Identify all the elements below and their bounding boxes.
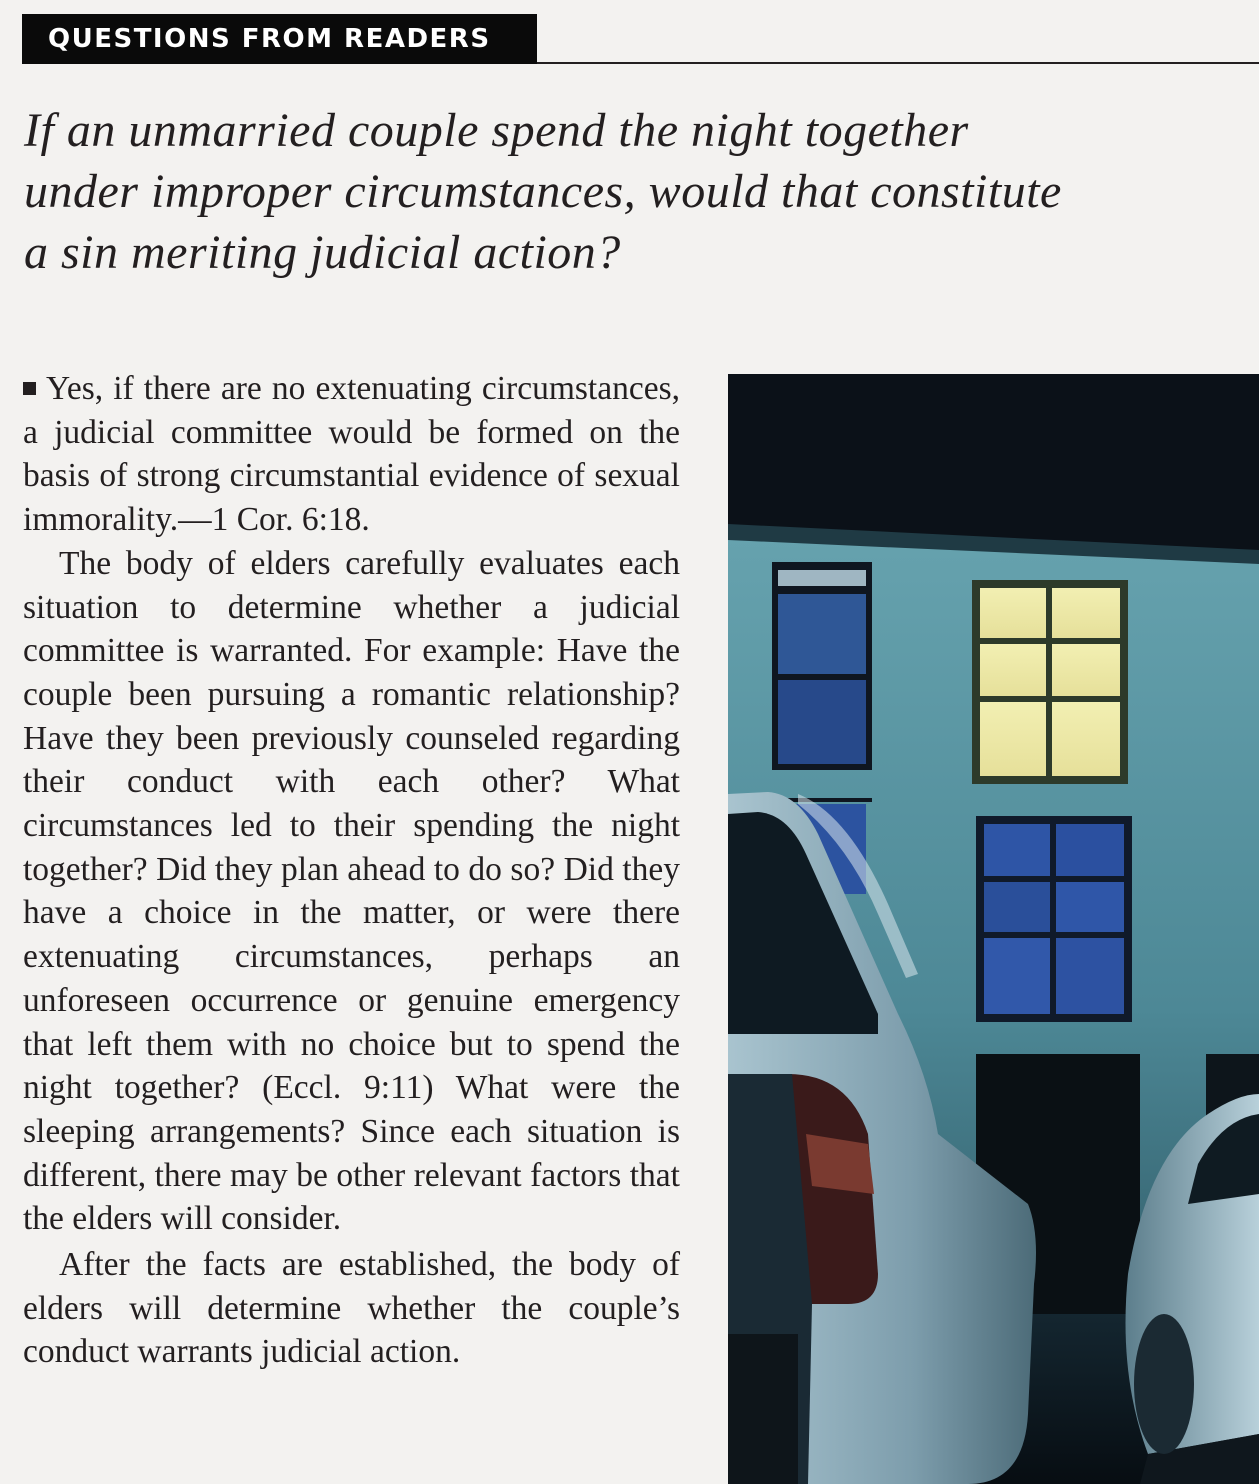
section-label: QUESTIONS FROM READERS bbox=[22, 14, 537, 64]
night-building-photo bbox=[728, 374, 1259, 1484]
question-heading bbox=[24, 100, 1224, 283]
bullet-square-icon bbox=[23, 382, 36, 395]
answer-paragraph-1-text: Yes, if there are no extenuating circumstances, a judicial committee would be formed on the basis of strong circumstantial evidence of sexual immorality.—1 Cor. 6:18. bbox=[23, 370, 680, 539]
answer-text bbox=[23, 367, 680, 1374]
question-line: a sin meriting judicial action? bbox=[24, 226, 621, 279]
question-line: under improper circumstances, would that constitute bbox=[24, 165, 1062, 218]
answer-paragraph-3: After the facts are established, the body of elders will determine whether the couple’s conduct warrants judicial action. bbox=[23, 1246, 680, 1371]
answer-paragraph-1 bbox=[23, 367, 680, 542]
answer-paragraph-2: The body of elders carefully evaluates each situation to determine whether a judicial committee is warranted. For example: Have the couple been pursuing a romantic relationship? Have they been previously counseled regarding their conduct with each other? What circumstances led to their spending the night together? Did they plan ahead to do so? Did they have a choice in the matter, or were there extenuating circumstances, perhaps an unforeseen occurrence or genuine emergency that left them with no choice but to spend the night together? (Eccl. 9:11) What were the sleeping arrangements? Since each situation is different, there may be other relevant factors that the elders will consider. bbox=[23, 544, 680, 1238]
header-rule bbox=[537, 62, 1259, 64]
question-line: If an unmarried couple spend the night together bbox=[24, 104, 969, 157]
